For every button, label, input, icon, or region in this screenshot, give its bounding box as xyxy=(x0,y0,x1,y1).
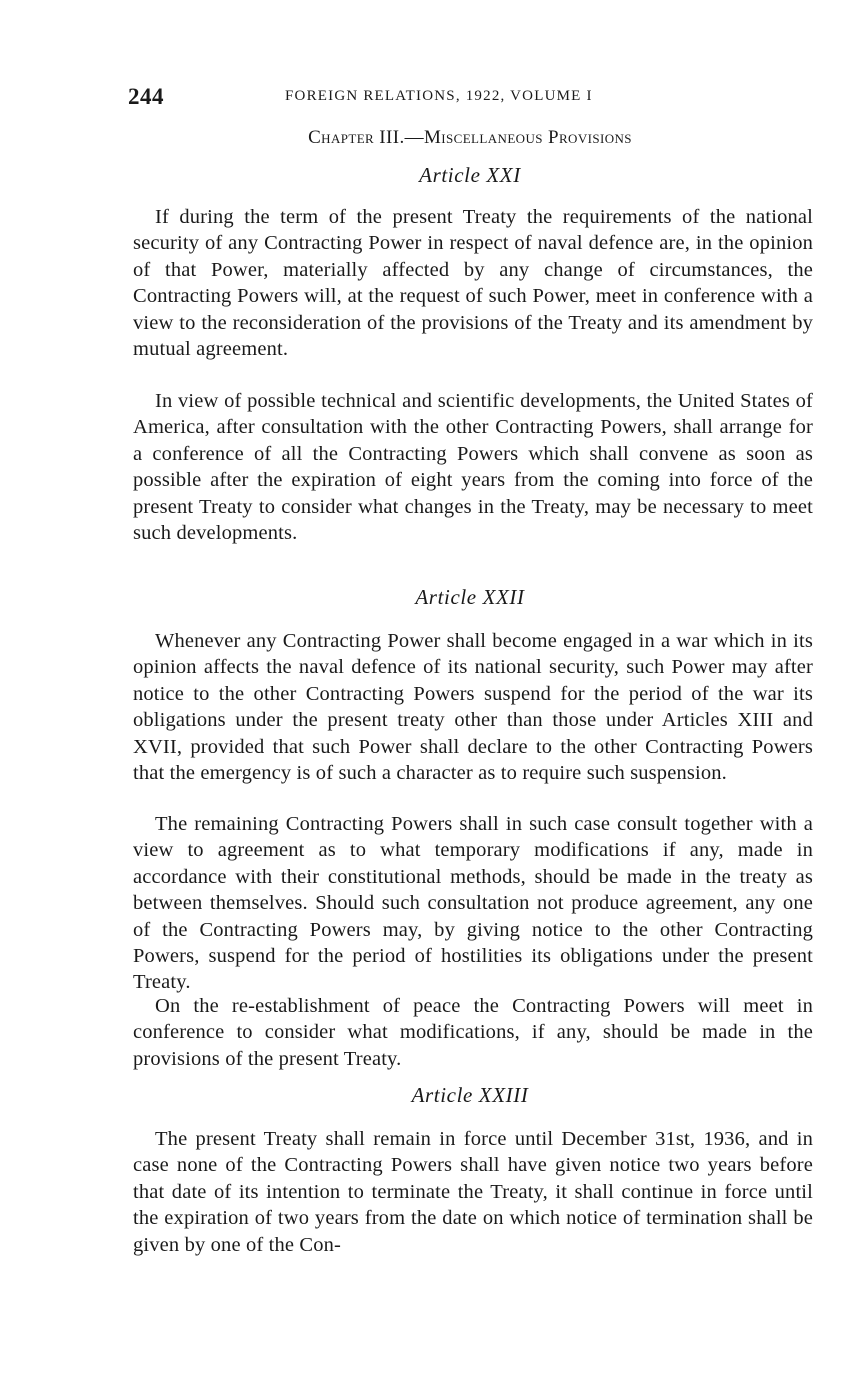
article-heading-xxi: Article XXI xyxy=(419,163,521,187)
page-number: 244 xyxy=(128,84,164,109)
article-xxii-paragraph-3: On the re-establishment of peace the Contracting Powers will meet in conference to consider what modifications, if any, should be made in the provisions of the present Treaty. xyxy=(133,995,813,1070)
article-heading-xxiii: Article XXIII xyxy=(411,1083,529,1107)
chapter-heading: Chapter III.—Miscellaneous Provisions xyxy=(308,127,632,148)
article-xxiii-paragraph-1: The present Treaty shall remain in force until December 31st, 1936, and in case none of the Contracting Powers shall have given notice two years before that date of its intention to terminate the Treaty, it shall continue in force until the expiration of two years from the date on which notice of termination shall be given by one of the Con- xyxy=(133,1128,813,1256)
running-head xyxy=(128,84,812,112)
article-xxii-paragraph-2: The remaining Contracting Powers shall in such case consult together with a view to agreement as to what temporary modifications if any, made in accordance with their constitutional methods, should be made in the treaty as between themselves. Should such consultation not produce agreement, any one of the Contracting Powers may, by giving notice to the other Contracting Powers, suspend for the period of hostilities its obligations under the present Treaty. xyxy=(133,813,813,994)
article-heading-xxii: Article XXII xyxy=(415,585,525,609)
running-title: FOREIGN RELATIONS, 1922, VOLUME I xyxy=(285,88,593,104)
article-xxi-paragraph-1: If during the term of the present Treaty the requirements of the national security of any Contracting Power in respect of naval defence are, in the opinion of that Power, materially affected by any change of circumstances, the Contracting Powers will, at the request of such Power, meet in conference with a view to the reconsideration of the provisions of the Treaty and its amendment by mutual agreement. xyxy=(133,206,813,361)
article-xxi-paragraph-2: In view of possible technical and scientific developments, the United States of America, after consultation with the other Contracting Powers, shall arrange for a conference of all the Contracting Powers which shall convene as soon as possible after the expiration of eight years from the coming into force of the present Treaty to consider what changes in the Treaty, may be necessary to meet such developments. xyxy=(133,390,813,545)
article-xxii-paragraph-1: Whenever any Contracting Power shall become engaged in a war which in its opinion affects the naval defence of its national security, such Power may after notice to the other Contracting Powers suspend for the period of the war its obligations under the present treaty other than those under Articles XIII and XVII, provided that such Power shall declare to the other Contracting Powers that the emergency is of such a character as to require such suspension. xyxy=(133,630,813,785)
